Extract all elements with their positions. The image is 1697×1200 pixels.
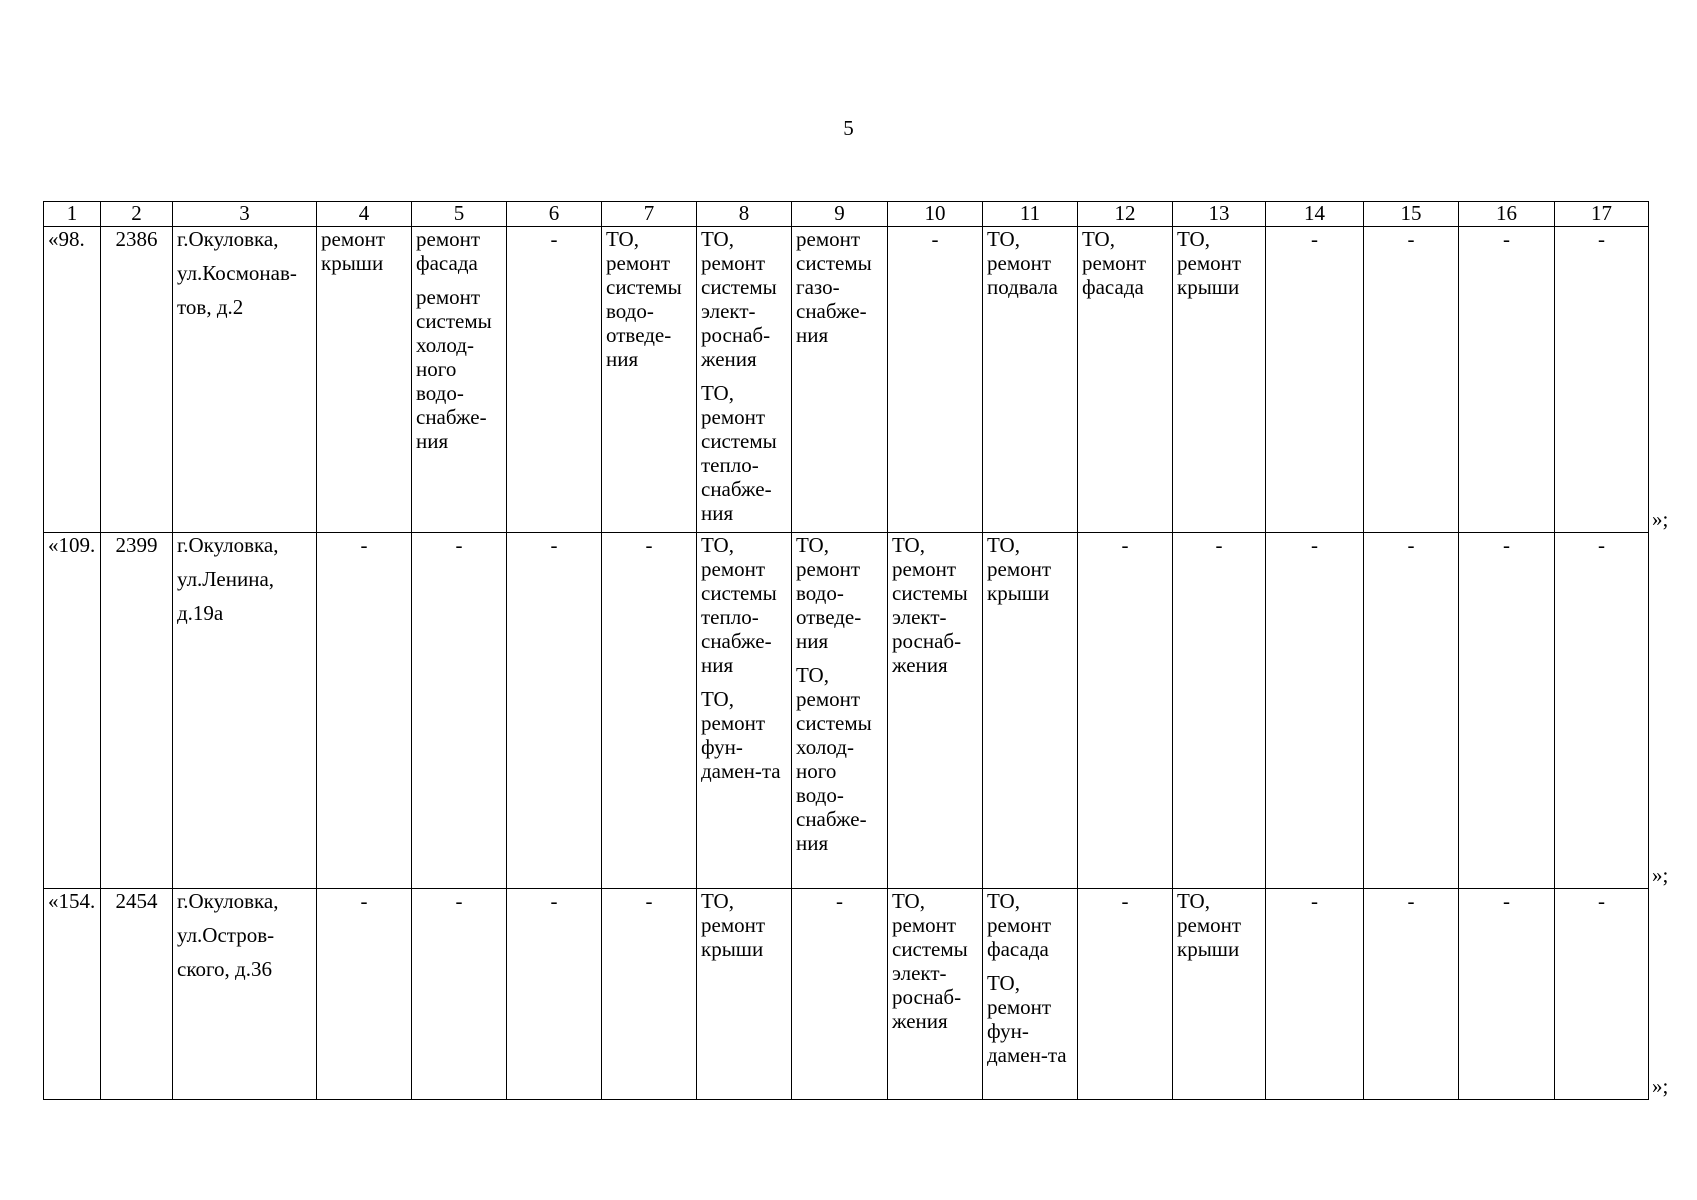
table-row — [44, 533, 1649, 889]
column-header: 11 — [983, 202, 1078, 227]
work-item: ТО, ремонт системы элект-роснаб-жения — [892, 533, 968, 677]
building-code: 2454 — [101, 889, 173, 1100]
address-line: ул.Ленина, — [177, 567, 275, 591]
work-item: ТО, ремонт системы элект-роснаб-жения — [892, 889, 968, 1033]
work-item: ремонт фасада — [416, 227, 481, 275]
empty-cell: - — [1459, 533, 1555, 889]
empty-cell: - — [1266, 533, 1364, 889]
empty-cell: - — [412, 533, 507, 889]
empty-cell: - — [1364, 227, 1459, 533]
address-line: г.Окуловка, — [177, 889, 279, 913]
work-item: ТО, ремонт фун-дамен-та — [987, 971, 1067, 1067]
work-cell — [697, 889, 792, 1100]
empty-cell: - — [602, 889, 697, 1100]
work-cell — [888, 889, 983, 1100]
empty-cell: - — [1459, 227, 1555, 533]
empty-cell: - — [888, 227, 983, 533]
page-number: 5 — [843, 116, 854, 140]
column-header: 7 — [602, 202, 697, 227]
work-item: ТО, ремонт системы тепло-снабже-ния — [701, 381, 777, 525]
building-code: 2399 — [101, 533, 173, 889]
building-code: 2386 — [101, 227, 173, 533]
work-cell — [1173, 227, 1266, 533]
work-item: ТО, ремонт фасада — [1082, 227, 1147, 299]
empty-cell: - — [792, 889, 888, 1100]
work-cell — [697, 227, 792, 533]
row-closing-mark: »; — [1652, 862, 1669, 887]
column-header: 15 — [1364, 202, 1459, 227]
empty-cell: - — [1078, 889, 1173, 1100]
work-item: ремонт системы газо-снабже-ния — [796, 227, 872, 347]
address-line: д.19а — [177, 601, 224, 625]
column-header: 9 — [792, 202, 888, 227]
address-cell — [173, 533, 317, 889]
address-line: ского, д.36 — [177, 957, 272, 981]
column-header: 13 — [1173, 202, 1266, 227]
work-cell — [697, 533, 792, 889]
empty-cell: - — [1555, 533, 1649, 889]
work-item: ТО, ремонт фасада — [987, 889, 1052, 961]
work-item: ТО, ремонт системы водо-отведе-ния — [606, 227, 682, 371]
work-cell — [602, 227, 697, 533]
empty-cell: - — [507, 889, 602, 1100]
address-line: ул.Космонав- — [177, 261, 297, 285]
column-header: 1 — [44, 202, 101, 227]
address-cell — [173, 889, 317, 1100]
work-item: ремонт системы холод-ного водо-снабже-ния — [416, 285, 492, 453]
work-item: ТО, ремонт крыши — [1177, 889, 1242, 961]
column-header: 5 — [412, 202, 507, 227]
empty-cell: - — [1459, 889, 1555, 1100]
row-number: «154. — [44, 889, 101, 1100]
row-number: «98. — [44, 227, 101, 533]
empty-cell: - — [507, 227, 602, 533]
empty-cell: - — [1364, 533, 1459, 889]
address-line: г.Окуловка, — [177, 227, 279, 251]
column-header: 8 — [697, 202, 792, 227]
work-cell — [792, 533, 888, 889]
empty-cell: - — [1266, 889, 1364, 1100]
work-item: ТО, ремонт водо-отведе-ния — [796, 533, 862, 653]
address-line: тов, д.2 — [177, 295, 244, 319]
table-row — [44, 889, 1649, 1100]
address-cell — [173, 227, 317, 533]
row-number: «109. — [44, 533, 101, 889]
work-item: ТО, ремонт фун-дамен-та — [701, 687, 781, 783]
work-item: ТО, ремонт системы тепло-снабже-ния — [701, 533, 777, 677]
empty-cell: - — [1173, 533, 1266, 889]
work-item: ТО, ремонт системы холод-ного водо-снабже-ния — [796, 663, 872, 855]
column-header: 14 — [1266, 202, 1364, 227]
work-cell — [1078, 227, 1173, 533]
work-cell — [317, 227, 412, 533]
empty-cell: - — [1555, 889, 1649, 1100]
column-header: 4 — [317, 202, 412, 227]
table-row — [44, 227, 1649, 533]
empty-cell: - — [1078, 533, 1173, 889]
address-line: г.Окуловка, — [177, 533, 279, 557]
empty-cell: - — [1364, 889, 1459, 1100]
work-cell — [888, 533, 983, 889]
empty-cell: - — [412, 889, 507, 1100]
empty-cell: - — [317, 889, 412, 1100]
work-cell — [1173, 889, 1266, 1100]
work-item: ТО, ремонт крыши — [1177, 227, 1242, 299]
header-row — [44, 202, 1649, 227]
work-cell — [983, 227, 1078, 533]
empty-cell: - — [1555, 227, 1649, 533]
column-header: 16 — [1459, 202, 1555, 227]
work-item: ТО, ремонт крыши — [701, 889, 766, 961]
work-item: ТО, ремонт крыши — [987, 533, 1052, 605]
column-header: 12 — [1078, 202, 1173, 227]
repair-schedule-table — [43, 201, 1649, 1100]
empty-cell: - — [507, 533, 602, 889]
work-item: ТО, ремонт подвала — [987, 227, 1058, 299]
row-closing-mark: »; — [1652, 506, 1669, 531]
row-closing-mark: »; — [1652, 1073, 1669, 1098]
work-cell — [983, 533, 1078, 889]
empty-cell: - — [1266, 227, 1364, 533]
work-cell — [412, 227, 507, 533]
address-line: ул.Остров- — [177, 923, 275, 947]
column-header: 17 — [1555, 202, 1649, 227]
empty-cell: - — [602, 533, 697, 889]
empty-cell: - — [317, 533, 412, 889]
column-header: 3 — [173, 202, 317, 227]
work-cell — [983, 889, 1078, 1100]
work-item: ремонт крыши — [321, 227, 386, 275]
work-item: ТО, ремонт системы элект-роснаб-жения — [701, 227, 777, 371]
column-header: 10 — [888, 202, 983, 227]
work-cell — [792, 227, 888, 533]
column-header: 2 — [101, 202, 173, 227]
column-header: 6 — [507, 202, 602, 227]
